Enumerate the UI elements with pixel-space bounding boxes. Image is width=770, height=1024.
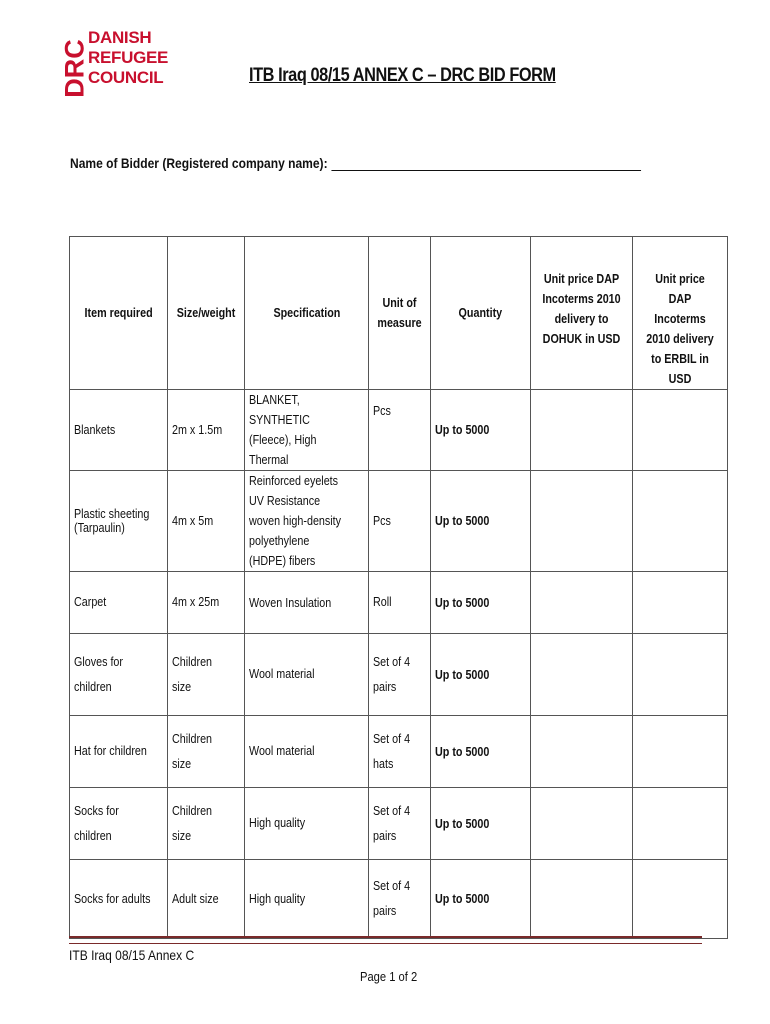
bid-form-table: [69, 236, 728, 939]
header-price-dohuk: Unit price DAP Incoterms 2010 delivery to DOHUK in USD: [531, 237, 633, 390]
cell-spec: Reinforced eyelets UV Resistance woven high-density polyethylene (HDPE) fibers: [245, 471, 369, 572]
table-header-row: [70, 237, 728, 390]
cell-price-dohuk[interactable]: [531, 860, 633, 939]
cell-quantity: Up to 5000: [431, 860, 531, 939]
cell-item: Gloves for children: [70, 634, 168, 716]
cell-quantity: Up to 5000: [431, 634, 531, 716]
table-row: [70, 634, 728, 716]
header-size-weight: Size/weight: [167, 237, 244, 390]
cell-unit: Pcs: [369, 471, 431, 572]
cell-spec: High quality: [245, 860, 369, 939]
cell-size: Children size: [167, 634, 244, 716]
footer-divider: [69, 936, 702, 944]
cell-price-erbil[interactable]: [633, 390, 728, 471]
header-unit-of-measure: Unit of measure: [369, 237, 431, 390]
cell-item: Blankets: [70, 390, 168, 471]
header-item-required: Item required: [70, 237, 168, 390]
document-title: ITB Iraq 08/15 ANNEX C – DRC BID FORM: [249, 65, 556, 86]
cell-item: Plastic sheeting (Tarpaulin): [70, 471, 168, 572]
cell-size: Adult size: [167, 860, 244, 939]
cell-spec: BLANKET, SYNTHETIC (Fleece), High Thermal: [245, 390, 369, 471]
logo-line-3: COUNCIL: [88, 68, 164, 87]
cell-spec: High quality: [245, 788, 369, 860]
cell-spec: Wool material: [245, 716, 369, 788]
cell-unit: Roll: [369, 572, 431, 634]
cell-unit: Pcs: [369, 390, 431, 471]
cell-price-dohuk[interactable]: [531, 390, 633, 471]
cell-size: 4m x 5m: [167, 471, 244, 572]
cell-unit: Set of 4 pairs: [369, 788, 431, 860]
cell-quantity: Up to 5000: [431, 788, 531, 860]
table-row: [70, 716, 728, 788]
page-number: Page 1 of 2: [360, 969, 418, 984]
cell-price-dohuk[interactable]: [531, 788, 633, 860]
bidder-name-line[interactable]: [331, 156, 641, 171]
bidder-name-field[interactable]: [70, 155, 641, 171]
cell-item: Socks for children: [70, 788, 168, 860]
cell-item: Hat for children: [70, 716, 168, 788]
cell-price-erbil[interactable]: [633, 471, 728, 572]
cell-price-dohuk[interactable]: [531, 716, 633, 788]
header-price-erbil: Unit price DAP Incoterms 2010 delivery to ERBIL in USD: [633, 237, 728, 390]
logo-line-1: DANISH: [88, 28, 152, 47]
footer-reference: ITB Iraq 08/15 Annex C: [69, 947, 195, 963]
cell-quantity: Up to 5000: [431, 572, 531, 634]
drc-logo: [59, 26, 169, 102]
cell-size: Children size: [167, 716, 244, 788]
cell-spec: Wool material: [245, 634, 369, 716]
cell-price-dohuk[interactable]: [531, 634, 633, 716]
bidder-label: Name of Bidder (Registered company name):: [70, 155, 328, 171]
table-row: [70, 860, 728, 939]
cell-price-erbil[interactable]: [633, 572, 728, 634]
cell-size: Children size: [167, 788, 244, 860]
cell-price-dohuk[interactable]: [531, 471, 633, 572]
table-row: [70, 390, 728, 471]
table-row: [70, 572, 728, 634]
cell-unit: Set of 4 hats: [369, 716, 431, 788]
logo-line-2: REFUGEE: [88, 48, 169, 67]
cell-size: 2m x 1.5m: [167, 390, 244, 471]
header-specification: Specification: [245, 237, 369, 390]
cell-size: 4m x 25m: [167, 572, 244, 634]
cell-quantity: Up to 5000: [431, 716, 531, 788]
table-row: [70, 471, 728, 572]
header-quantity: Quantity: [431, 237, 531, 390]
cell-unit: Set of 4 pairs: [369, 634, 431, 716]
drc-logo-text: [88, 28, 168, 88]
cell-price-erbil[interactable]: [633, 860, 728, 939]
cell-price-erbil[interactable]: [633, 716, 728, 788]
cell-item: Carpet: [70, 572, 168, 634]
cell-quantity: Up to 5000: [431, 390, 531, 471]
cell-item: Socks for adults: [70, 860, 168, 939]
cell-price-erbil[interactable]: [633, 788, 728, 860]
cell-price-dohuk[interactable]: [531, 572, 633, 634]
drc-logo-mark: DRC: [59, 39, 90, 98]
cell-spec: Woven Insulation: [245, 572, 369, 634]
cell-unit: Set of 4 pairs: [369, 860, 431, 939]
table-row: [70, 788, 728, 860]
cell-quantity: Up to 5000: [431, 471, 531, 572]
cell-price-erbil[interactable]: [633, 634, 728, 716]
